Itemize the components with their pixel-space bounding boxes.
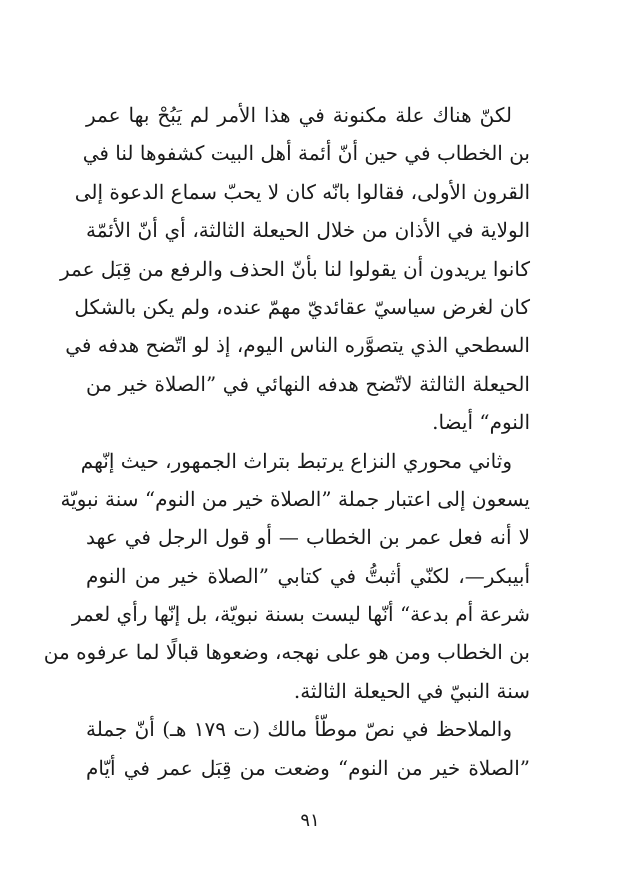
text-line: الولاية في الأذان من خلال الحيعلة الثالثة، أي أنّ الأئمّة [86,218,530,243]
text-line: كان لغرض سياسيّ عقائديّ مهمّ عنده، ولم يكن بالشكل [74,294,530,319]
text-line: كانوا يريدون أن يقولوا لنا بأنّ الحذف والرفع من قِبَل عمر [59,256,530,281]
text-line: القرون الأولى، فقالوا بانّه كان لا يحبّ سماع الدعوة إلى [74,179,530,204]
text-line: بن الخطاب في حين أنّ أئمة أهل البيت كشفوها لنا في [82,141,530,166]
text-line: لا أنه فعل عمر بن الخطاب — أو قول الرجل في عهد [86,525,530,550]
text-line: سنة النبيّ في الحيعلة الثالثة. [293,678,530,703]
text-line: لكنّ هناك علة مكنونة في هذا الأمر لم يَبُحْ بها عمر [86,103,512,127]
page-number: ٩١ [300,810,320,831]
text-line: بن الخطاب ومن هو على نهجه، وضعوها قبالًا لما عرفوه من [43,640,530,665]
text-line: أبيبكر—، لكنّي أثبتُّ في كتابي ”الصلاة خير من النوم [86,563,530,588]
text-line: وثاني محوري النزاع يرتبط بتراث الجمهور، حيث إنّهم [80,448,512,473]
text-line: شرعة أم بدعة“ أنّها ليست بسنة نبويّة، بل إنّها رأي لعمر [71,602,530,627]
text-line: ”الصلاة خير من النوم“ وضعت من قِبَل عمر في أيّام [86,755,530,780]
text-line: والملاحظ في نصّ موطّأ مالك (ت ١٧٩ هـ) أنّ جملة [86,717,513,742]
text-line: الحيعلة الثالثة لاتّضح هدفه النهائي في ”الصلاة خير من [86,371,530,396]
text-line: النوم“ أيضا. [432,410,530,435]
text-line: يسعون إلى اعتبار جملة ”الصلاة خير من النوم“ سنة نبويّة [60,486,530,511]
body-text [43,96,530,787]
text-line: السطحي الذي يتصوَّره الناس اليوم، إذ لو اتّضح هدفه في [65,333,530,358]
